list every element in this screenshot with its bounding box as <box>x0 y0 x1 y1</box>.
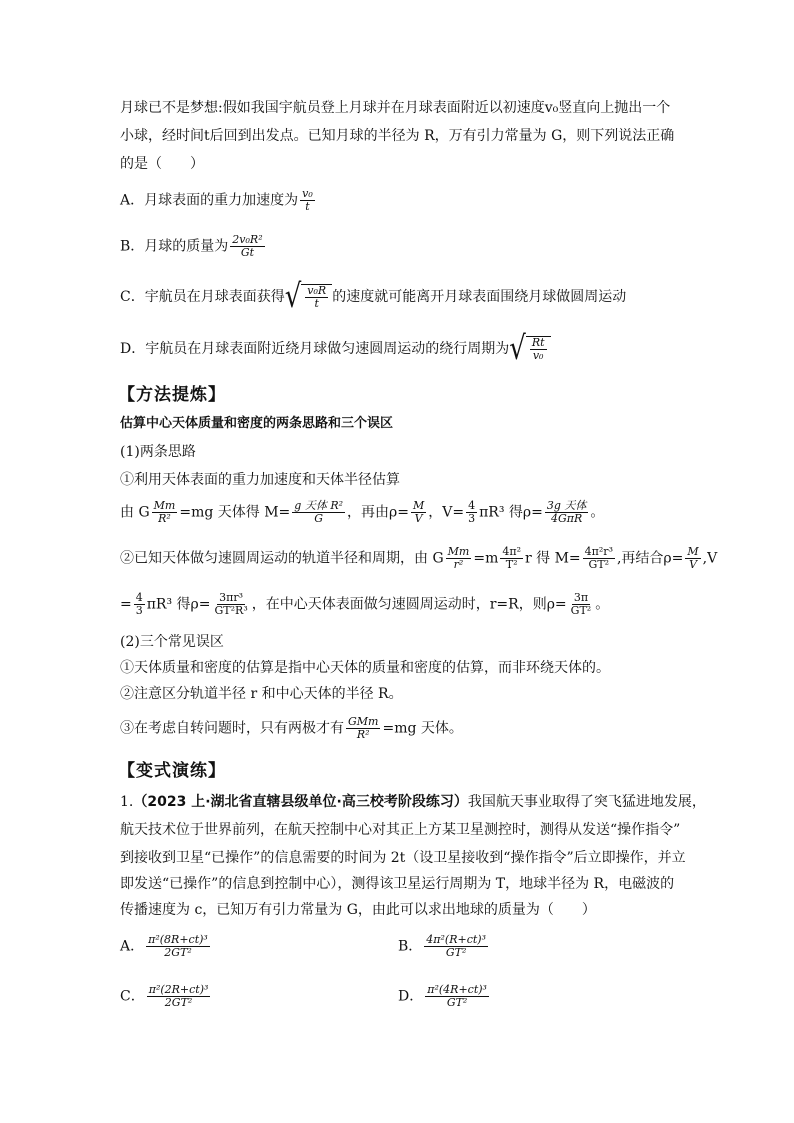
practice-q1-line2: 航天技术位于世界前列，在航天控制中心对其正上方某卫星测控时，测得从发送“操作指令” <box>120 822 681 838</box>
option-a <box>120 188 317 213</box>
option-a-fraction: $\frac{\text{v₀}}{t}$ <box>302 187 313 213</box>
option-b <box>120 234 267 259</box>
method-subtitle: 估算中心天体质量和密度的两条思路和三个误区 <box>120 416 394 431</box>
practice-q1-line4: 即发送“已操作”的信息到控制中心），测得该卫星运行周期为 T，地球半径为 R，电磁波的 <box>120 876 675 892</box>
option-d-text: D．宇航员在月球表面附近绕月球做匀速圆周运动的绕行周期为 <box>120 341 510 357</box>
option-c-text: C．宇航员在月球表面获得 <box>120 289 285 305</box>
option-b-fraction: $\frac{\text{2v₀R²}}{Gt}$ <box>232 233 263 259</box>
option-c-sqrt: √ $\frac{\text{v₀R}}{t}$ <box>285 284 332 310</box>
practice-q1-line5: 传播速度为 c，已知万有引力常量为 G，由此可以求出地球的质量为（ ） <box>120 902 596 918</box>
method-p2-item1: ①天体质量和密度的估算是指中心天体的质量和密度的估算，而非环绕天体的。 <box>120 660 610 676</box>
practice-q1-line1: 1.（2023 上·湖北省直辖县级单位·高三校考阶段练习）我国航天事业取得了突飞猛进地发展， <box>120 794 706 810</box>
practice-heading: 【变式演练】 <box>118 761 226 781</box>
practice-q1-source: （2023 上·湖北省直辖县级单位·高三校考阶段练习） <box>133 794 468 810</box>
method-p2-item3: ③在考虑自转问题时，只有两极才有 $\frac{\text{GMm}}{\text{R²}}$ =mg 天体。 <box>120 715 463 741</box>
option-c-post: 的速度就可能离开月球表面围绕月球做圆周运动 <box>332 289 627 305</box>
method-p2-title: (2)三个常见误区 <box>120 634 224 650</box>
question-intro-line2: 小球，经时间t后回到出发点。已知月球的半径为 R，万有引力常量为 G，则下列说法正确 <box>120 128 675 144</box>
practice-option-d: D． $\frac{\text{π²(4R+ct)³}}{\text{GT²}}$ <box>398 983 487 1009</box>
option-d-sqrt: √ $\frac{Rt}{\text{v₀}}$ <box>509 336 550 362</box>
option-b-text: B．月球的质量为 <box>120 238 229 255</box>
method-p1-title: (1)两条思路 <box>120 444 196 460</box>
question-intro-line1: 月球已不是梦想:假如我国宇航员登上月球并在月球表面附近以初速度v₀竖直向上抛出一个 <box>120 100 671 116</box>
option-a-text: A．月球表面的重力加速度为 <box>120 192 299 209</box>
method-p1-b-line2: = $\frac{4}{3}$ πR³ 得ρ= $\frac{\text{3πr³}}{\text{GT²R³}}$ ，在中心天体表面做匀速圆周运动时，r=R，则ρ= $\frac{3\pi}{\text{GT²}}$ 。 <box>120 591 610 617</box>
method-p1-b-line1: ②已知天体做匀速圆周运动的轨道半径和周期，由 G $\frac{Mm}{\text{r²}}$ =m $\frac{\text{4π²}}{\text{T²}}$ r 得 M= $\frac{\text{4π²r³}}{\text{GT²}}$ ,再结合ρ= $\frac{M}{V}$ ,V <box>120 545 718 571</box>
question-intro-line3: 的是（ ） <box>120 156 204 172</box>
practice-q1-line3: 到接收到卫星“已操作”的信息需要的时间为 2t（设卫星接收到“操作指令”后立即操作，并立 <box>120 850 686 866</box>
method-p1-a-title: ①利用天体表面的重力加速度和天体半径估算 <box>120 472 400 488</box>
method-p1-a-formula: 由 G $\frac{Mm}{\text{R²}}$ =mg 天体得 M= $\frac{\text{g 天体 R²}}{G}$ ，再由ρ= $\frac{M}{V}$ ，V= $\frac{4}{3}$ πR³ 得ρ= $\frac{\text{3g 天体}}{\text{4GπR}}$ 。 <box>120 499 605 525</box>
method-heading: 【方法提炼】 <box>118 385 226 405</box>
practice-option-b: B． $\frac{\text{4π²(R+ct)³}}{\text{GT²}}$ <box>398 933 487 959</box>
option-c <box>120 278 627 316</box>
practice-option-a: A． $\frac{\text{π²(8R+ct)³}}{\text{2GT²}}$ <box>120 933 208 959</box>
option-d <box>120 330 551 368</box>
practice-option-c: C． $\frac{\text{π²(2R+ct)³}}{\text{2GT²}}$ <box>120 983 209 1009</box>
method-p2-item2: ②注意区分轨道半径 r 和中心天体的半径 R。 <box>120 686 403 702</box>
